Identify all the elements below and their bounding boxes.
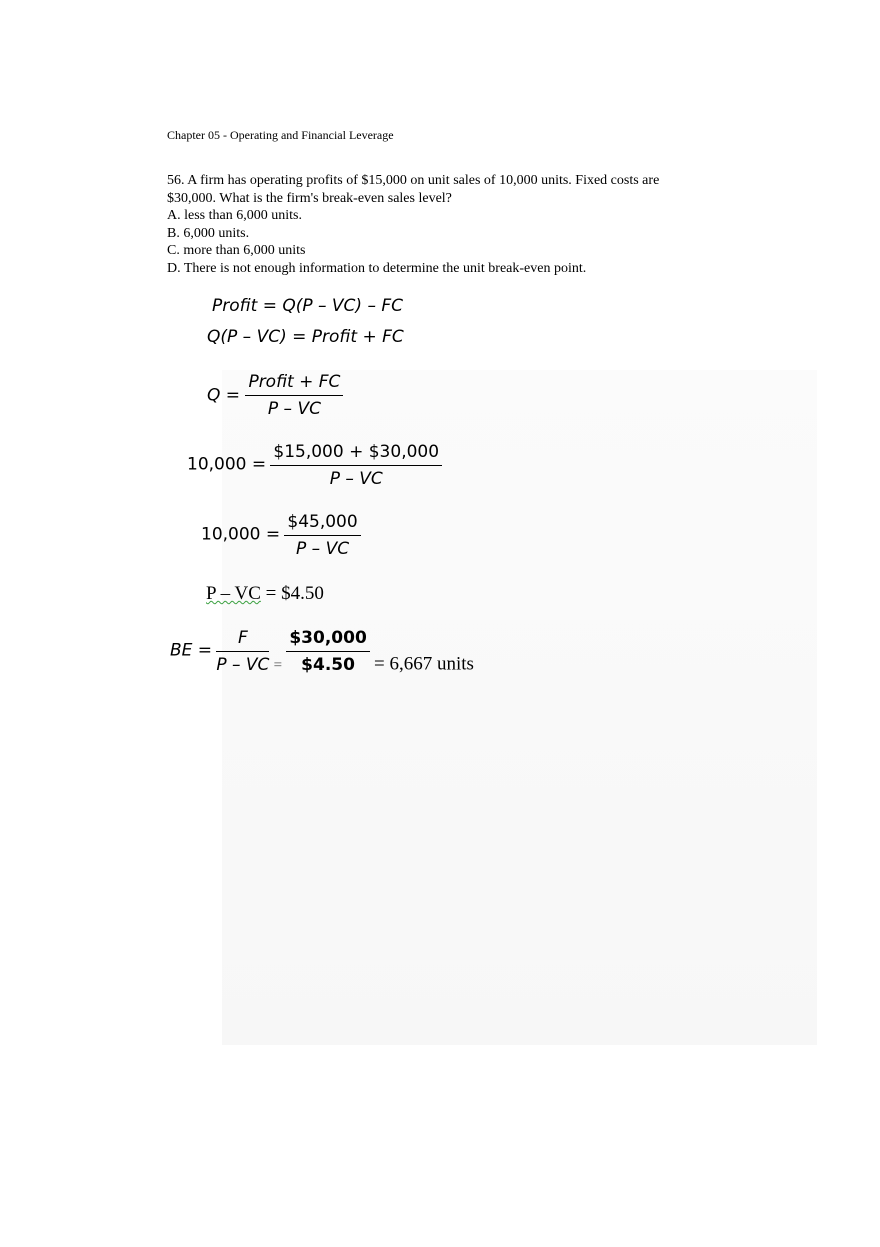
equation-break-even-values-denominator: $4.50 (301, 655, 355, 675)
equation-profit: Profit = Q(P – VC) – FC (212, 296, 404, 316)
equation-q-numerator: Profit + FC (245, 372, 343, 396)
equation-q (207, 372, 343, 419)
option-d: D. There is not enough information to determine the unit break-even point. (167, 260, 587, 276)
equation-substituted-numerator: $15,000 + $30,000 (270, 442, 442, 466)
equation-break-even-result: = 6,667 units (374, 653, 474, 675)
equation-contribution-margin-lhs: P – VC (206, 583, 261, 604)
equation-simplified-numerator: $45,000 (284, 512, 360, 536)
equation-break-even (170, 628, 474, 675)
equation-q-denominator: P – VC (267, 399, 321, 419)
equation-break-even-formula (216, 628, 269, 675)
question-line-2: $30,000. What is the firm's break-even sales level? (167, 190, 452, 206)
equation-simplified-denominator: P – VC (296, 539, 350, 559)
question-line-1: 56. A firm has operating profits of $15,000 on unit sales of 10,000 units. Fixed costs are (167, 173, 660, 188)
option-b: B. 6,000 units. (167, 225, 250, 241)
equation-contribution-margin-rhs: = $4.50 (260, 583, 324, 604)
page-header: Chapter 05 - Operating and Financial Leverage (167, 128, 394, 142)
equation-rearranged: Q(P – VC) = Profit + FC (207, 327, 404, 347)
equation-break-even-formula-denominator: P – VC (216, 655, 270, 675)
equation-q-fraction (245, 372, 343, 419)
equation-break-even-lhs: BE = (170, 640, 213, 661)
option-c: C. more than 6,000 units (167, 243, 306, 258)
equation-simplified-lhs: 10,000 = (201, 524, 281, 545)
equation-simplified-fraction (284, 512, 360, 559)
equation-substituted-fraction (270, 442, 442, 489)
equation-substituted (187, 442, 442, 489)
option-a: A. less than 6,000 units. (167, 208, 302, 223)
equation-break-even-equals: = (273, 657, 283, 674)
equation-break-even-formula-numerator: F (216, 628, 269, 652)
equation-contribution-margin (206, 583, 324, 605)
equation-substituted-lhs: 10,000 = (187, 454, 267, 475)
equation-break-even-values-numerator: $30,000 (286, 628, 369, 652)
equation-break-even-values (286, 628, 369, 675)
question-block (167, 172, 727, 277)
equation-substituted-denominator: P – VC (329, 469, 383, 489)
equation-q-lhs: Q = (207, 385, 241, 406)
equation-simplified (201, 512, 361, 559)
